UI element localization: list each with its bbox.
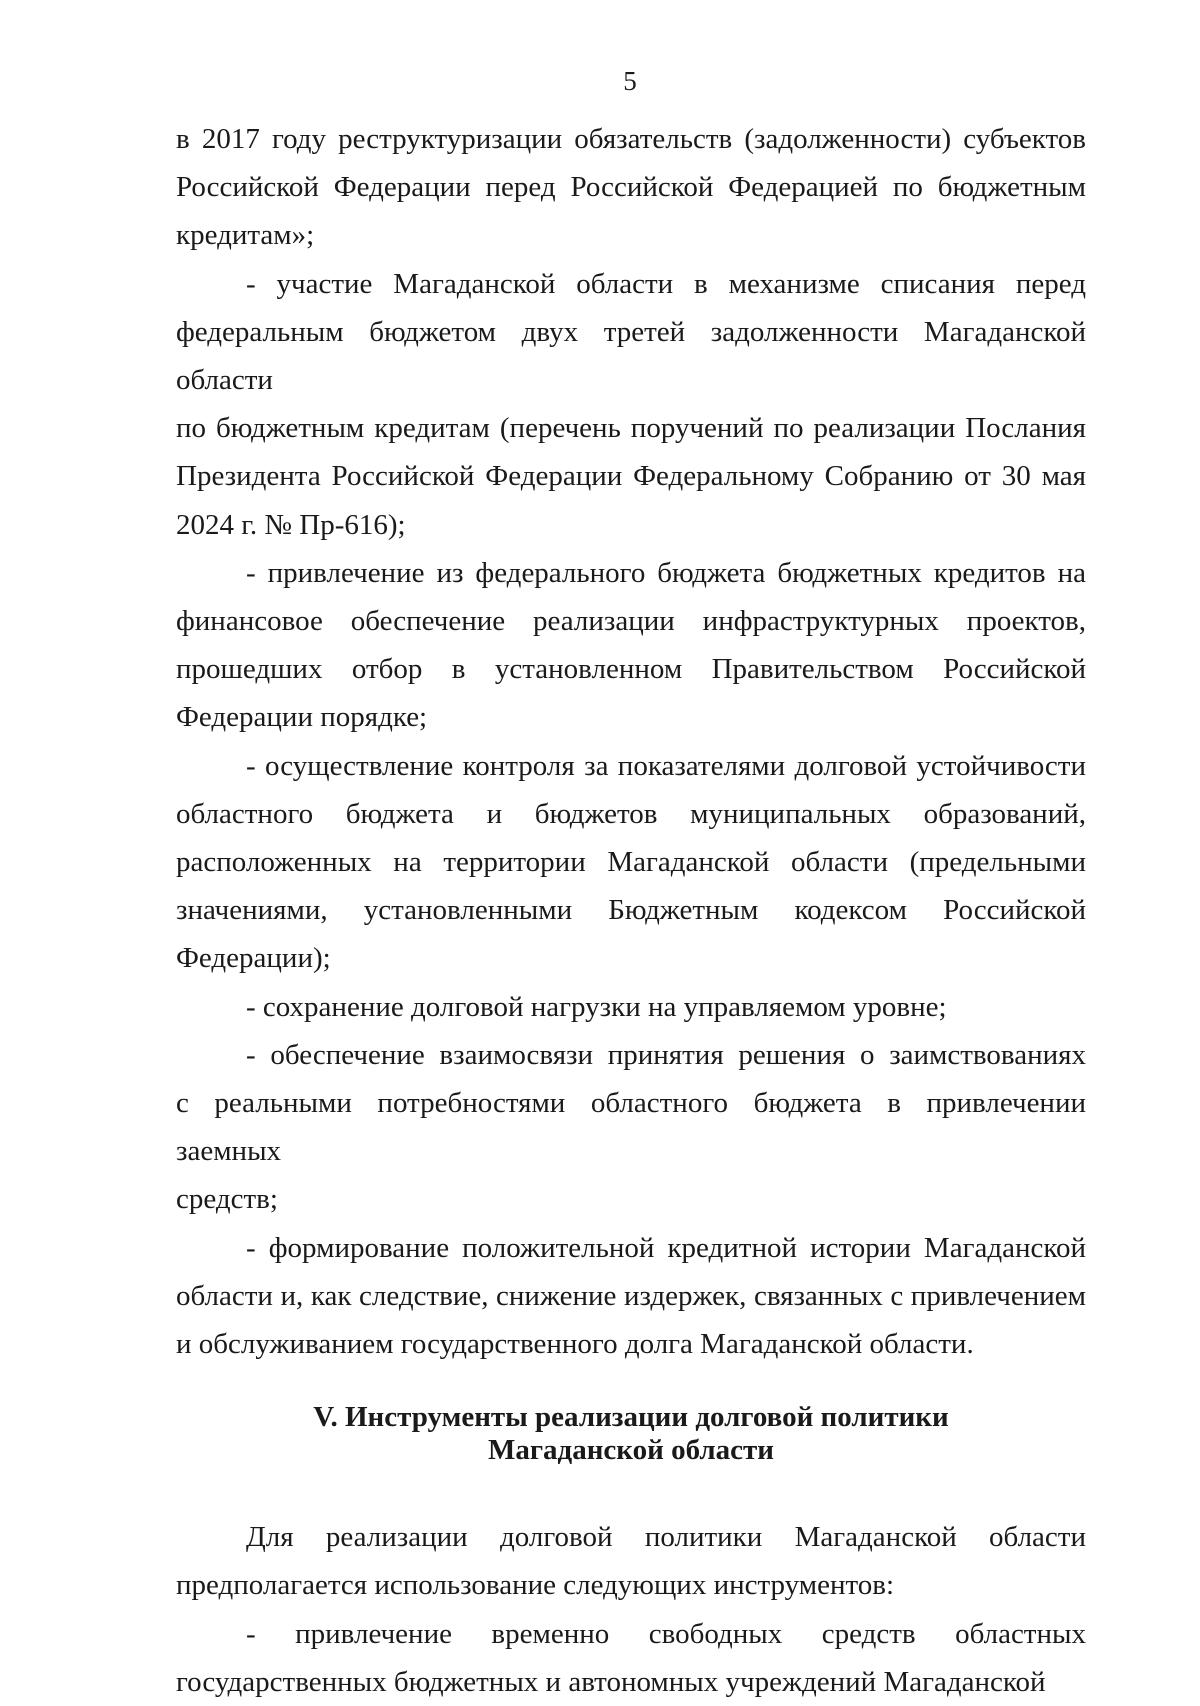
- text-line: Президента Российской Федерации Федеральному Собранию от 30 мая: [176, 460, 1086, 493]
- page-number: 5: [623, 66, 637, 96]
- text-line: федеральным бюджетом двух третей задолженности Магаданской области: [176, 315, 1086, 397]
- paragraph: [176, 1031, 1086, 1224]
- paragraph: [176, 1610, 1086, 1706]
- text-line: - осуществление контроля за показателями долговой устойчивости: [246, 749, 1086, 782]
- paragraph: [176, 549, 1086, 742]
- text-line: области и, как следствие, снижение издержек, связанных с привлечением: [176, 1279, 1086, 1312]
- text-line: Российской Федерации перед Российской Федерацией по бюджетным: [176, 171, 1086, 204]
- text-line: Федерации);: [176, 942, 331, 975]
- section-heading-line-1: V. Инструменты реализации долговой политики: [313, 1401, 949, 1434]
- text-line: прошедших отбор в установленном Правительством Российской: [176, 653, 1086, 686]
- text-line: - привлечение временно свободных средств областных: [246, 1617, 1086, 1650]
- text-line: в 2017 году реструктуризации обязательств (задолженности) субъектов: [176, 123, 1086, 155]
- text-line: кредитам»;: [176, 219, 315, 252]
- paragraph-group-top: [176, 115, 1086, 1368]
- paragraph: [176, 983, 1086, 1031]
- paragraph: [176, 1224, 1086, 1369]
- text-line: - участие Магаданской области в механизме списания перед: [246, 267, 1086, 300]
- paragraph-group-bottom: [176, 1513, 1086, 1706]
- text-line: областного бюджета и бюджетов муниципальных образований,: [176, 797, 1086, 830]
- text-line: средств;: [176, 1183, 278, 1216]
- text-line: по бюджетным кредитам (перечень поручений по реализации Послания: [176, 412, 1086, 445]
- document-body: [176, 115, 1086, 1706]
- section-heading-line-2: Магаданской области: [488, 1434, 774, 1467]
- text-line: и обслуживанием государственного долга Магаданской области.: [176, 1328, 974, 1361]
- text-line: расположенных на территории Магаданской области (предельными: [176, 846, 1086, 879]
- paragraph: [176, 742, 1086, 983]
- text-line: - привлечение из федерального бюджета бюджетных кредитов на: [246, 556, 1086, 589]
- paragraph: [176, 260, 1086, 549]
- paragraph: [176, 1513, 1086, 1609]
- text-line: значениями, установленными Бюджетным кодексом Российской: [176, 894, 1086, 927]
- text-line: Для реализации долговой политики Магаданской области: [246, 1521, 1086, 1554]
- text-line: финансовое обеспечение реализации инфраструктурных проектов,: [176, 605, 1086, 638]
- text-line: - обеспечение взаимосвязи принятия решения о заимствованиях: [246, 1038, 1086, 1071]
- section-heading: [176, 1401, 1086, 1467]
- text-line: - сохранение долговой нагрузки на управляемом уровне;: [246, 990, 947, 1023]
- text-line: 2024 г. № Пр-616);: [176, 508, 406, 541]
- text-line: с реальными потребностями областного бюджета в привлечении заемных: [176, 1087, 1086, 1168]
- text-line: предполагается использование следующих инструментов:: [176, 1569, 895, 1602]
- paragraph: [176, 115, 1086, 260]
- text-line: - формирование положительной кредитной истории Магаданской: [246, 1231, 1086, 1264]
- text-line: государственных бюджетных и автономных учреждений Магаданской: [176, 1665, 1046, 1698]
- text-line: Федерации порядке;: [176, 701, 428, 734]
